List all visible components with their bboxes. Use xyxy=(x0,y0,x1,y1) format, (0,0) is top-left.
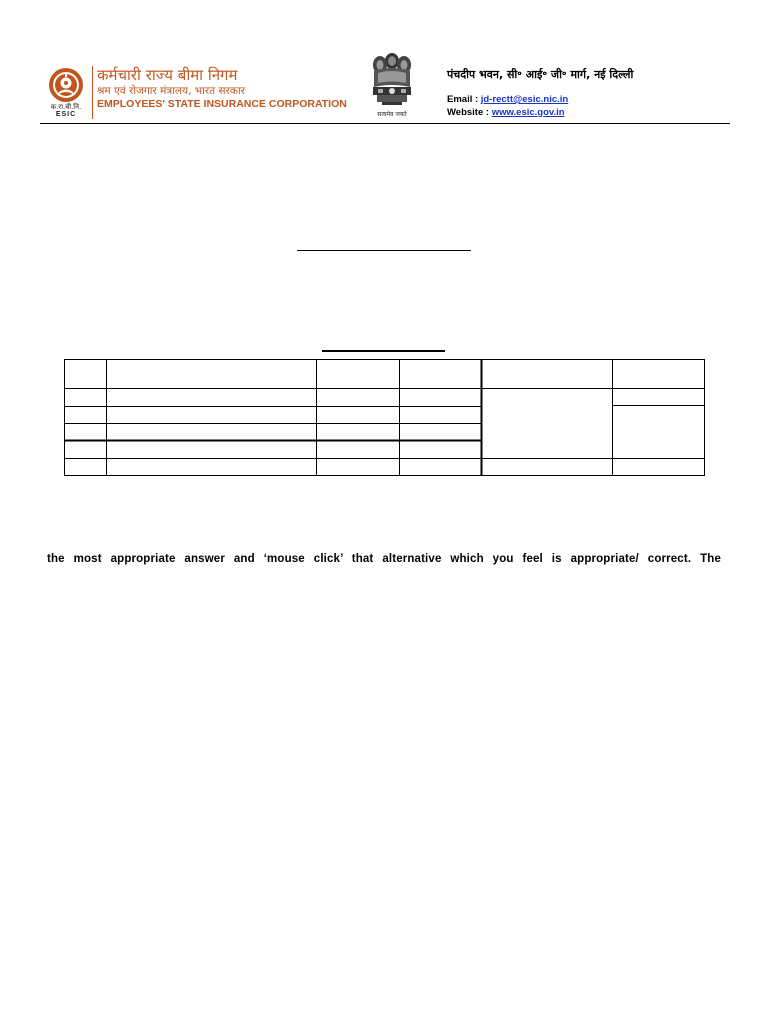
title-underline xyxy=(297,250,471,251)
logo-esic-text: ESIC xyxy=(55,111,77,118)
national-emblem xyxy=(360,51,424,121)
email-line xyxy=(447,94,568,105)
emblem-motto: सत्यमेव जयते xyxy=(377,111,407,118)
header-divider xyxy=(92,66,93,119)
org-name-hindi: कर्मचारी राज्य बीमा निगम xyxy=(97,66,238,84)
national-emblem-icon xyxy=(366,51,418,109)
website-label: Website : xyxy=(447,107,490,118)
logo-code-text: क.रा.बी.नि. xyxy=(50,103,82,111)
body-paragraph-line: the most appropriate answer and ‘mouse click’ that alternative which you feel is appropriate/ correct. The xyxy=(47,553,721,565)
header-rule xyxy=(40,123,730,124)
email-label: Email : xyxy=(447,94,479,105)
website-line xyxy=(447,107,565,118)
esic-logo xyxy=(42,66,90,118)
email-link[interactable]: jd-rectt@esic.nic.in xyxy=(480,94,569,105)
address-hindi: पंचदीप भवन, सी॰ आई॰ जी॰ मार्ग, नई दिल्ली xyxy=(447,68,634,81)
table-border xyxy=(65,360,705,476)
ministry-hindi: श्रम एवं रोजगार मंत्रालय, भारत सरकार xyxy=(97,85,245,97)
org-name-english: EMPLOYEES' STATE INSURANCE CORPORATION xyxy=(97,98,347,110)
esic-logo-icon xyxy=(44,66,88,104)
website-link[interactable]: www.esic.gov.in xyxy=(491,107,565,118)
subtitle-underline xyxy=(322,350,445,352)
